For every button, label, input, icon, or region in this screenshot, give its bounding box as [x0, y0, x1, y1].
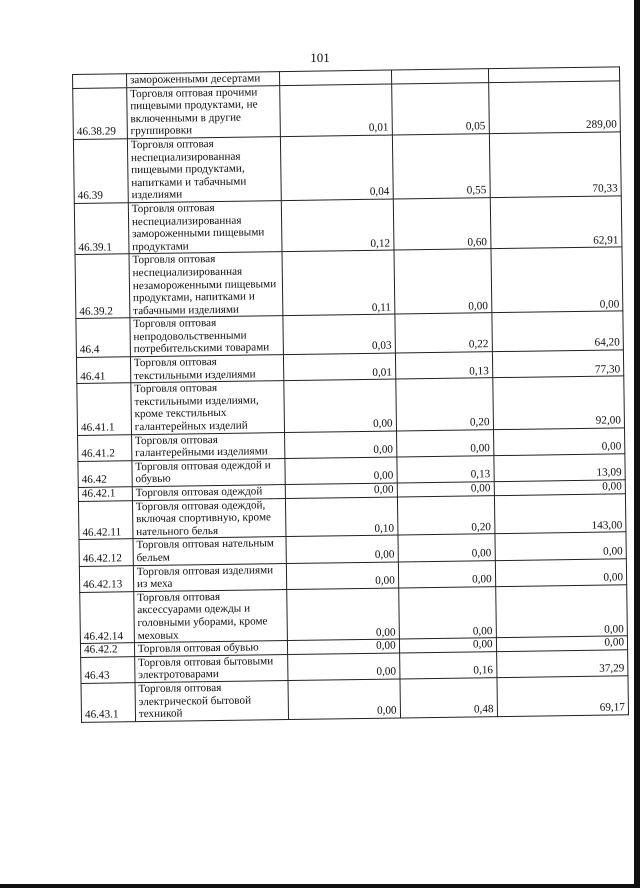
row-value-1: 0,00	[285, 483, 397, 498]
row-code: 46.42.13	[79, 565, 133, 592]
row-value-1: 0,00	[284, 379, 397, 432]
row-value-1: 0,03	[283, 314, 395, 354]
row-value-3: 70,33	[489, 132, 621, 198]
row-value-1: 0,00	[287, 639, 399, 654]
row-code: 46.41	[76, 357, 130, 384]
row-name: Торговля оптовая текстильными изделиями	[130, 355, 283, 383]
row-value-3: 92,00	[492, 376, 624, 429]
row-value-3: 77,30	[492, 350, 624, 378]
table-row	[73, 80, 621, 139]
row-code: 46.43.1	[81, 683, 135, 723]
table-row	[74, 196, 622, 255]
row-value-3: 0,00	[495, 532, 627, 560]
row-value-1: 0,00	[286, 588, 399, 641]
row-name: Торговля оптовая одеждой, включая спортивную, кроме нательного белья	[132, 498, 285, 539]
data-table	[72, 66, 629, 722]
row-code: 46.42.14	[80, 591, 135, 643]
row-value-3: 0,00	[495, 558, 627, 586]
row-value-2: 0,00	[398, 560, 495, 588]
table-body	[73, 67, 629, 722]
row-value-1: 0,00	[288, 679, 400, 719]
row-value-3: 0,00	[491, 247, 623, 313]
row-code: 46.39.1	[74, 203, 129, 255]
row-value-2: 0,13	[397, 455, 494, 483]
row-value-3: 0,00	[493, 427, 625, 455]
row-value-1: 0,00	[287, 653, 399, 681]
row-name: Торговля оптовая обувью	[134, 641, 287, 657]
row-value-3: 0,00	[494, 480, 626, 495]
row-value-1: 0,00	[285, 457, 397, 485]
row-value-3: 13,09	[493, 454, 625, 482]
row-value-1: 0,11	[282, 250, 395, 316]
row-code: 46.41.1	[77, 383, 132, 435]
row-name: Торговля оптовая непродовольственными потребительскими товарами	[130, 316, 283, 357]
table-row	[75, 247, 623, 319]
row-value-2: 0,55	[392, 134, 490, 199]
row-value-3: 69,17	[497, 676, 629, 717]
row-value-2	[391, 69, 488, 84]
row-name: Торговля оптовая изделиями из меха	[133, 563, 286, 591]
row-code: 46.41.2	[78, 434, 132, 461]
row-value-1: 0,12	[281, 199, 394, 252]
row-name: Торговля оптовая текстильными изделиями, кроме текстильных галантерейных изделий	[131, 381, 285, 435]
row-value-2: 0,00	[399, 638, 496, 653]
row-value-1: 0,00	[284, 431, 396, 459]
row-code: 46.42.11	[78, 500, 132, 540]
row-value-2: 0,13	[395, 352, 492, 380]
row-value-2: 0,60	[393, 198, 491, 251]
row-code: 46.42.12	[79, 539, 133, 566]
row-code: 46.42.1	[78, 487, 132, 501]
row-value-3: 289,00	[488, 80, 620, 133]
row-value-2: 0,05	[391, 82, 489, 135]
row-value-2: 0,22	[395, 313, 492, 353]
row-name: Торговля оптовая неспециализированная замороженными пищевыми продуктами	[128, 201, 282, 255]
row-value-1: 0,00	[286, 535, 398, 563]
row-value-3: 64,20	[491, 311, 623, 352]
row-name: Торговля оптовая электрической бытовой техникой	[135, 680, 288, 721]
row-code: 46.4	[76, 318, 130, 358]
row-value-3: 0,00	[496, 636, 628, 651]
row-value-1: 0,04	[280, 135, 393, 201]
row-name: Торговля оптовая одеждой и обувью	[132, 458, 285, 486]
row-name: Торговля оптовая аксессуарами одежды и головными уборами, кроме меховых	[134, 589, 288, 643]
table-row	[73, 132, 621, 204]
row-name: Торговля оптовая неспециализированная незамороженными пищевыми продуктами, напитками и табачными изделиями	[129, 252, 283, 318]
row-value-2: 0,20	[397, 495, 494, 535]
row-code: 46.38.29	[73, 87, 128, 139]
row-code: 46.43	[81, 656, 135, 683]
row-value-1: 0,01	[279, 84, 392, 137]
row-name: Торговля оптовая нательным бельем	[133, 537, 286, 565]
row-value-2: 0,48	[400, 678, 497, 718]
row-value-2: 0,00	[398, 586, 496, 639]
table-row	[77, 376, 625, 435]
row-name: Торговля оптовая одеждой	[132, 485, 285, 501]
row-value-1: 0,00	[286, 562, 398, 590]
row-value-3: 0,00	[495, 585, 627, 638]
row-value-3: 62,91	[490, 196, 622, 249]
row-value-3: 37,29	[496, 650, 628, 678]
row-value-3: 143,00	[494, 493, 626, 534]
row-name: Торговля оптовая бытовыми электротоварами	[134, 654, 287, 682]
row-name: Торговля оптовая неспециализированная пищевыми продуктами, напитками и табачными изделиями	[127, 137, 281, 203]
row-code	[73, 74, 127, 88]
row-value-1: 0,10	[285, 497, 397, 537]
row-value-2: 0,16	[399, 651, 496, 679]
row-value-2: 0,20	[395, 378, 493, 431]
row-value-2: 0,00	[397, 482, 494, 497]
table-row	[81, 676, 628, 722]
row-name: Торговля оптовая галантерейными изделиями	[131, 432, 284, 460]
row-value-2: 0,00	[396, 429, 493, 457]
row-code: 46.42.2	[80, 643, 134, 657]
row-value-1: 0,01	[283, 353, 395, 381]
row-code: 46.39.2	[75, 254, 130, 319]
row-name: Торговля оптовая прочими пищевыми продуктами, не включенными в другие группировки	[127, 85, 281, 139]
row-name: замороженными десертами	[126, 72, 279, 88]
row-value-2: 0,00	[394, 249, 492, 314]
row-code: 46.39	[73, 139, 128, 204]
table-row	[80, 585, 628, 644]
row-value-2: 0,00	[398, 534, 495, 562]
page-number: 101	[310, 50, 330, 65]
row-code: 46.42	[78, 461, 132, 488]
